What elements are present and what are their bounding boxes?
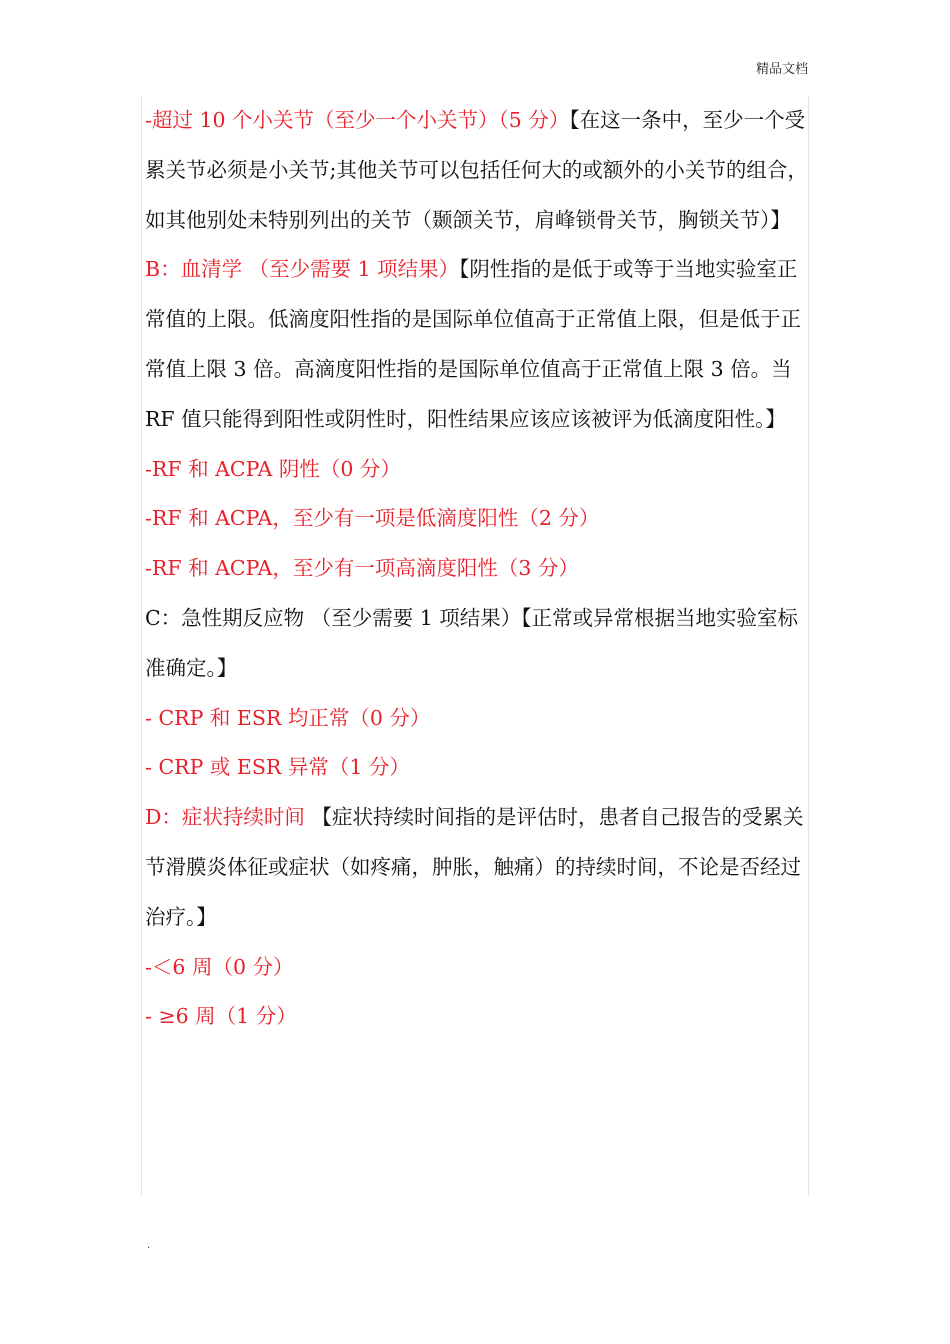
criterion-title: B：血清学 （至少需要 1 项结果） [145, 257, 460, 282]
score-item-text: - CRP 和 ESR 均正常（0 分） [145, 705, 431, 730]
score-item-text: -RF 和 ACPA，至少有一项是低滴度阳性（2 分） [145, 506, 600, 531]
criterion-title: -超过 10 个小关节（至少一个小关节）（5 分） [145, 108, 570, 132]
criterion-small-joints [145, 96, 817, 245]
criterion-acute-phase [145, 594, 817, 694]
footer-mark: . [147, 1240, 151, 1251]
score-item-text: -RF 和 ACPA 阴性（0 分） [145, 456, 401, 481]
criterion-duration [145, 793, 817, 942]
criterion-note: 【阴性指的是低于或等于当地实验室正常值的上限。低滴度阳性指的是国际单位值高于正常值上限，但是低于正常值上限 3 倍。高滴度阳性指的是国际单位值高于正常值上限 3 倍。当 RF 值只能得到阳性或阴性时，阳性结果应该应该被评为低滴度阳性。】 [145, 257, 801, 431]
score-item [145, 943, 817, 993]
score-item-text: -＜6 周（0 分） [145, 954, 294, 979]
score-item [145, 694, 817, 744]
criterion-note: 【症状持续时间指的是评估时，患者自己报告的受累关节滑膜炎体征或症状（如疼痛，肿胀，触痛）的持续时间，不论是否经过治疗。】 [145, 805, 804, 929]
criterion-note: C：急性期反应物 （至少需要 1 项结果）【正常或异常根据当地实验室标准确定。】 [145, 605, 799, 680]
score-item [145, 494, 817, 544]
document-body [145, 96, 817, 1042]
criterion-title: D：症状持续时间 [145, 805, 305, 830]
score-item [145, 544, 817, 594]
score-item-text: - ≥6 周（1 分） [145, 1004, 297, 1029]
score-item [145, 743, 817, 793]
criterion-serology [145, 245, 817, 444]
score-item-text: -RF 和 ACPA，至少有一项高滴度阳性（3 分） [145, 556, 579, 581]
page-header-label: 精品文档 [755, 62, 808, 77]
score-item [145, 992, 817, 1042]
score-item [145, 445, 817, 495]
criterion-note: 【在这一条中，至少一个受累关节必须是小关节;其他关节可以包括任何大的或额外的小关节的组合，如其他别处未特别列出的关节（颞颌关节，肩峰锁骨关节，胸锁关节）】 [145, 108, 808, 232]
score-item-text: - CRP 或 ESR 异常（1 分） [145, 755, 410, 780]
